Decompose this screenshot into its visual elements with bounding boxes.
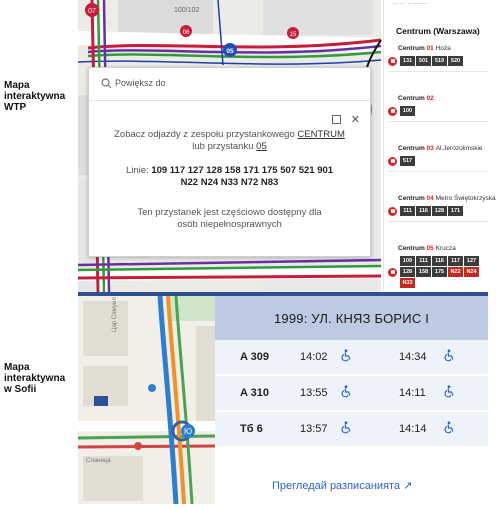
departure-time: 14:02: [300, 351, 328, 363]
view-schedules-link[interactable]: Прегледай разписанията ↗: [272, 480, 413, 492]
line-chip[interactable]: N33: [400, 278, 415, 288]
line-chip[interactable]: 117: [448, 256, 463, 266]
line-number: A 309: [240, 351, 269, 363]
stop-marker-label: 07: [88, 8, 96, 15]
line-chip[interactable]: 517: [400, 156, 415, 166]
wtp-map-label: Mapa interaktywna WTP: [4, 80, 66, 113]
selected-stop-label: 05: [226, 48, 234, 55]
stop-marker[interactable]: [134, 442, 142, 450]
line-chip[interactable]: 100: [400, 106, 415, 116]
stop-marker[interactable]: [148, 384, 156, 392]
popup-lines: Linie: 109 117 127 128 158 171 175 507 521 901 N22 N24 N33 N72 N83: [125, 165, 334, 188]
line-chip[interactable]: 520: [448, 56, 463, 66]
accessibility-note: Ten przystanek jest częściowo dostępny dla osób niepełnosprawnych: [137, 207, 322, 230]
departure-time: 13:55: [300, 387, 328, 399]
bus-stop-marker[interactable]: [94, 396, 108, 406]
departure-time: 14:34: [399, 351, 427, 363]
bus-icon: [388, 157, 397, 166]
line-chip[interactable]: 111: [416, 256, 431, 266]
bus-icon: [388, 57, 397, 66]
list-hint: ··· ··· ·· ·······: [392, 1, 427, 7]
complex-link[interactable]: CENTRUM: [297, 129, 345, 140]
line-chip[interactable]: 116: [416, 206, 431, 216]
line-chip[interactable]: 111: [400, 206, 415, 216]
stop-list-item[interactable]: Centrum 05 Krucza 109 111 116 117 127 128 158 175 N22 N24 N33: [388, 245, 488, 294]
metro-marker-label: Ю: [183, 427, 193, 436]
transit-line: [78, 446, 215, 447]
line-number: Тб 6: [240, 423, 263, 435]
transit-line: [78, 276, 381, 278]
line-chip[interactable]: 109: [400, 256, 415, 266]
schedule-row[interactable]: [215, 376, 488, 411]
wheelchair-icon: [443, 385, 455, 401]
lines-row-1: 109 117 127 128 158 171 175 507 521 901: [151, 165, 334, 176]
line-chip[interactable]: 171: [448, 206, 463, 216]
zoom-label: Powiększ do: [115, 78, 166, 88]
street-number: 100/102: [174, 7, 200, 14]
wheelchair-icon: [443, 421, 455, 437]
line-chip[interactable]: 131: [400, 56, 415, 66]
stop-popup: Powiększ do ✕ Zobacz odjazdy z zespołu przystankowego CENTRUM lub przystanku 05 Linie: 109 117 127 128 158 171 175 507 521 901 N22 N24 N33 N72 N83 Ten przystanek jest częściowo dostępny dla osób niepełnosprawnych: [88, 67, 371, 257]
close-icon[interactable]: ✕: [350, 114, 360, 126]
sofia-map-label: Mapa interaktywna w Sofii: [4, 362, 66, 395]
departure-time: 14:11: [399, 387, 426, 399]
stop-list-panel: [383, 0, 496, 292]
map-block: [83, 301, 128, 356]
line-chip[interactable]: N22: [448, 267, 463, 277]
sofia-stop-title: 1999: УЛ. КНЯЗ БОРИС I: [215, 296, 488, 340]
stop-list-item[interactable]: Centrum 02 100: [388, 95, 488, 122]
stop-marker-label: 15: [289, 32, 297, 38]
stop-link[interactable]: 05: [256, 141, 267, 152]
stop-group-title: Centrum (Warszawa): [396, 26, 480, 36]
street-label: Цар Самуил: [112, 297, 118, 332]
bus-icon: [388, 107, 397, 116]
stop-list-item[interactable]: Centrum 03 Al.Jerozolimskie 517: [388, 145, 488, 172]
line-chip[interactable]: N24: [464, 267, 479, 277]
line-chip[interactable]: 116: [432, 256, 447, 266]
external-link-icon: ↗: [403, 480, 413, 492]
magnifier-icon: [101, 78, 112, 89]
wheelchair-icon: [340, 421, 352, 437]
wheelchair-icon: [443, 349, 455, 365]
bus-icon: [388, 207, 397, 216]
line-chip[interactable]: 501: [416, 56, 431, 66]
stop-list-item[interactable]: Centrum 01 Hoża 131 501 519 520: [388, 45, 488, 72]
stop-list-item[interactable]: Centrum 04 Metro Świętokrzyska 111 116 128 171: [388, 195, 488, 222]
line-chip[interactable]: 128: [400, 267, 415, 277]
line-chip[interactable]: 175: [432, 267, 447, 277]
street-label: Сланица: [86, 458, 111, 464]
popup-intro: Zobacz odjazdy z zespołu przystankowego CENTRUM: [114, 129, 345, 140]
lines-row-2: N22 N24 N33 N72 N83: [180, 177, 279, 188]
departure-time: 14:14: [399, 423, 427, 435]
sofia-map-canvas[interactable]: [78, 296, 215, 504]
schedule-row[interactable]: [215, 412, 488, 447]
stop-marker-label: 06: [182, 30, 190, 36]
departure-time: 13:57: [300, 423, 328, 435]
map-road: [78, 272, 381, 275]
bus-icon: [388, 268, 397, 277]
map-block: [196, 326, 215, 426]
zoom-to-button[interactable]: [89, 68, 370, 101]
line-chip[interactable]: 127: [464, 256, 479, 266]
wheelchair-icon: [340, 385, 352, 401]
sofia-map[interactable]: [78, 296, 215, 504]
wheelchair-icon: [340, 349, 352, 365]
map-block: [263, 0, 373, 35]
schedule-row[interactable]: [215, 340, 488, 375]
line-chip[interactable]: 158: [416, 267, 431, 277]
transit-line: [78, 436, 215, 438]
maximize-icon[interactable]: [332, 115, 341, 124]
line-chip[interactable]: 128: [432, 206, 447, 216]
line-chip[interactable]: 519: [432, 56, 447, 66]
sofia-schedule-panel: [215, 296, 488, 504]
line-number: A 310: [240, 387, 269, 399]
